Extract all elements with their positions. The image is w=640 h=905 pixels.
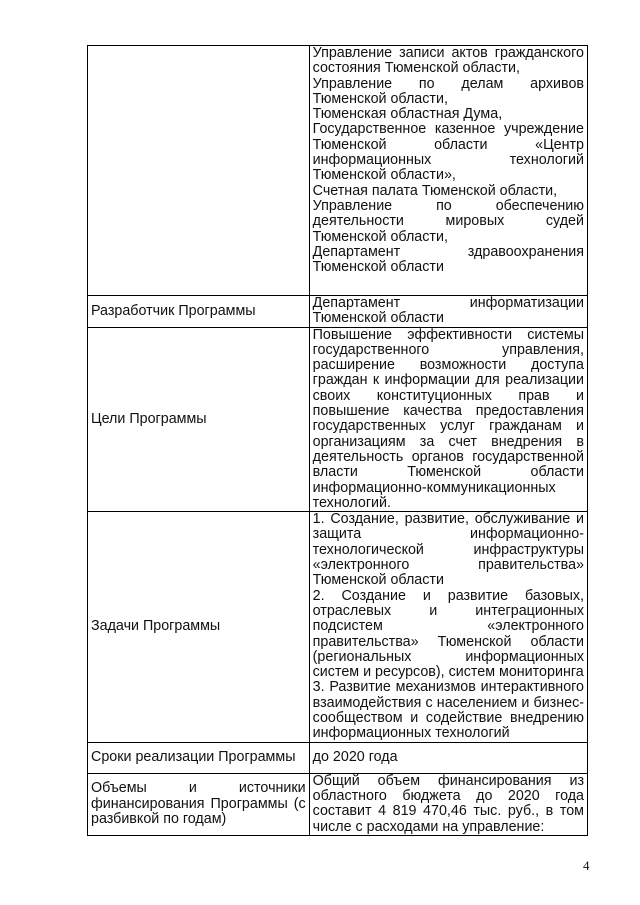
- value-line: 3. Развитие механизмов интерактивного взаимодействия с населением и бизнес-сообществом и содействие внедрению информационных технологий: [312, 679, 584, 742]
- row-label: [88, 46, 310, 296]
- table-row: [88, 296, 588, 328]
- row-label: Цели Программы: [88, 327, 310, 512]
- row-value: [309, 46, 587, 296]
- value-line: Департамент информатизации Тюменской области: [312, 295, 584, 327]
- value-line: Счетная палата Тюменской области,: [312, 182, 558, 199]
- value-line: до 2020 года: [312, 748, 398, 765]
- value-line: Управление по обеспечению деятельности мировых судей Тюменской области,: [312, 197, 584, 245]
- value-line: Повышение эффективности системы государственного управления, расширение возможности доступа граждан к информации для реализации своих конституционных прав и повышение качества предоставления государственных услуг гражданам и организациям за счет внедрения в деятельность органов государственной власти Тюменской области информационно-коммуникационных технологий.: [312, 326, 584, 511]
- row-label-text: Объемы и источники финансирования Программы (с разбивкой по годам): [91, 780, 306, 827]
- value-line: Тюменская областная Дума,: [312, 106, 503, 123]
- row-label: Сроки реализации Программы: [88, 742, 310, 773]
- row-value: [309, 773, 587, 835]
- page-number: 4: [583, 858, 590, 873]
- row-label: Задачи Программы: [88, 512, 310, 742]
- table-row: [88, 512, 588, 742]
- value-line: Управление записи актов гражданского состояния Тюменской области,: [312, 45, 584, 77]
- value-line: Общий объем финансирования из областного бюджета до 2020 года составит 4 819 470,46 тыс. руб., в том числе с расходами на управление:: [312, 772, 584, 835]
- row-value: [309, 296, 587, 328]
- row-label: [88, 773, 310, 835]
- value-line: Департамент здравоохранения Тюменской области: [312, 243, 584, 276]
- table-row: [88, 46, 588, 296]
- row-value: [309, 327, 587, 512]
- row-label: Разработчик Программы: [88, 296, 310, 328]
- table-row: [88, 773, 588, 835]
- row-value: [309, 512, 587, 742]
- value-line: 1. Создание, развитие, обслуживание и защита информационно-технологической инфраструктуры «электронного правительства» Тюменской области: [312, 511, 584, 589]
- table-row: [88, 742, 588, 773]
- value-line: Управление по делам архивов Тюменской области,: [312, 75, 584, 107]
- value-line: Государственное казенное учреждение Тюменской области «Центр информационных технологий Тюменской области»,: [312, 121, 584, 184]
- table-row: [88, 327, 588, 512]
- value-line: 2. Создание и развитие базовых, отраслевых и интеграционных подсистем «электронного правительства» Тюменской области (региональных информационных систем и ресурсов), систем мониторинга: [312, 587, 584, 681]
- row-value: [309, 742, 587, 773]
- passport-table: [87, 45, 588, 836]
